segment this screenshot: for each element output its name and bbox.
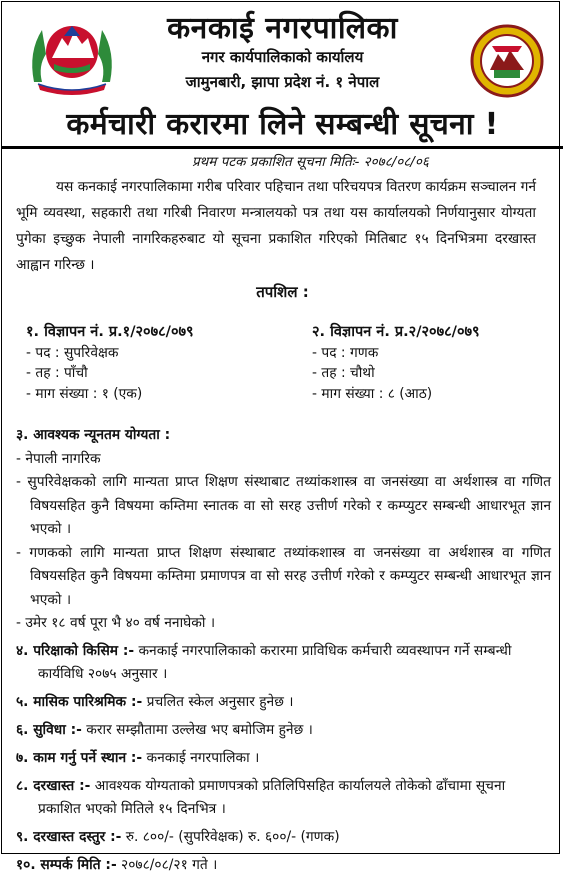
detail-text: २०७८/०८/२१ गते । (116, 857, 218, 873)
qualification-heading: ३. आवश्यक न्यूनतम योग्यता : (16, 427, 171, 443)
level-line: - तह : चौथो (312, 365, 375, 381)
advertisement-2 (312, 322, 480, 404)
detail-item (16, 826, 551, 849)
advertisement-1 (26, 322, 194, 404)
qualification-item: - नेपाली नागरिक (16, 450, 101, 467)
detail-item (16, 640, 551, 686)
level-line: - तह : पाँचौ (26, 365, 88, 381)
detail-label: ७. काम गर्नु पर्ने स्थान :- (16, 750, 143, 766)
municipality-name: कनकाई नगरपालिका (167, 11, 398, 46)
office-name: नगर कार्यपालिकाको कार्यालय (201, 48, 364, 66)
advertisement-number: २. विज्ञापन नं. प्र.२/२०७८/०७९ (312, 324, 480, 340)
publication-date: प्रथम पटक प्रकाशित सूचना मितिः- २०७८/०८/०६ (192, 154, 429, 170)
details-list (16, 640, 551, 882)
detail-item (16, 691, 551, 714)
detail-label: ९. दरखास्त दस्तुर :- (16, 829, 122, 845)
detail-label: १०. सम्पर्क मिति :- (16, 857, 117, 873)
detail-label: ८. दरखास्त :- (16, 778, 91, 794)
demand-line: - माग संख्या : ८ (आठ) (312, 385, 433, 402)
details-heading: तपशिल : (256, 283, 309, 301)
detail-label: ५. मासिक पारिश्रमिक :- (16, 694, 143, 710)
notice-title: कर्मचारी करारमा लिने सम्बन्धी सूचना ! (66, 107, 499, 142)
detail-text: आवश्यक योग्यताको प्रमाणपत्रको प्रतिलिपिसहित कार्यालयले तोकेको ढाँचामा सूचना प्रकाशित भएको मितिले १५ दिनभित्र । (38, 778, 506, 817)
notice-header (2, 2, 563, 150)
header-divider (2, 146, 563, 149)
qualification-item: - उमेर १८ वर्ष पूरा भै ४० वर्ष ननाघेको । (16, 615, 216, 631)
qualification-item: - सुपरिवेक्षकको लागि मान्यता प्राप्त शिक्षण संस्थाबाट तथ्यांकशास्त्र वा जनसंख्या वा अर्थशास्त्र वा गणित विषयसहित कुनै विषयमा कम्तिमा स्नातक वा सो सरह उत्तीर्ण गरेको र कम्प्युटर सम्बन्धी आधारभूत ज्ञान भएको । (16, 474, 551, 537)
office-address: जामुनबारी, झापा प्रदेश नं. १ नेपाल (185, 73, 380, 91)
post-line: - पद : सुपरिवेक्षक (26, 344, 119, 361)
detail-text: रु. ८००/- (सुपरिवेक्षक) रु. ६००/- (गणक) (121, 829, 340, 845)
post-line: - पद : गणक (312, 344, 379, 361)
detail-label: ६. सुविधा :- (16, 722, 82, 738)
qualification-item: - गणकको लागि मान्यता प्राप्त शिक्षण संस्थाबाट तथ्यांकशास्त्र वा जनसंख्या वा अर्थशास्त्र वा गणित विषयसहित कुनै विषयमा कम्तिमा प्रमाणपत्र वा सो सरह उत्तीर्ण गरेको र कम्प्युटर सम्बन्धी आधारभूत ज्ञान भएको । (16, 544, 551, 608)
detail-text: कनकाई नगरपालिकाको करारमा प्राविधिक कर्मचारी व्यवस्थापन गर्ने सम्बन्धी कार्यविधि २०७५ अनुसार । (38, 643, 512, 682)
municipality-seal-icon (470, 24, 544, 98)
detail-item (16, 719, 551, 742)
detail-item (16, 747, 551, 770)
notice-page (1, 1, 560, 873)
detail-label: ४. परिक्षाको किसिम :- (16, 643, 135, 659)
detail-text: कनकाई नगरपालिका । (142, 750, 260, 766)
detail-item (16, 775, 551, 821)
detail-text: करार सम्झौतामा उल्लेख भए बमोजिम हुनेछ । (81, 722, 313, 738)
detail-item (16, 854, 551, 877)
demand-line: - माग संख्या : १ (एक) (26, 385, 143, 402)
advertisement-number: १. विज्ञापन नं. प्र.१/२०७८/०७९ (26, 324, 194, 340)
detail-text: प्रचलित स्केल अनुसार हुनेछ । (142, 694, 294, 710)
qualification-section (16, 424, 551, 636)
intro-paragraph: यस कनकाई नगरपालिकामा गरीब परिवार पहिचान तथा परिचयपत्र वितरण कार्यक्रम सञ्चालन गर्न भूमि व्यवस्था, सहकारी तथा गरिबी निवारण मन्त्रालयको पत्र तथा यस कार्यालयको निर्णयानुसार योग्यता पुगेका इच्छुक नेपाली नागरिकहरुबाट यो सूचना प्रकाशित गरिएको मितिबाट १५ दिनभित्रमा दरखास्त आह्वान गरिन्छ । (16, 179, 536, 273)
